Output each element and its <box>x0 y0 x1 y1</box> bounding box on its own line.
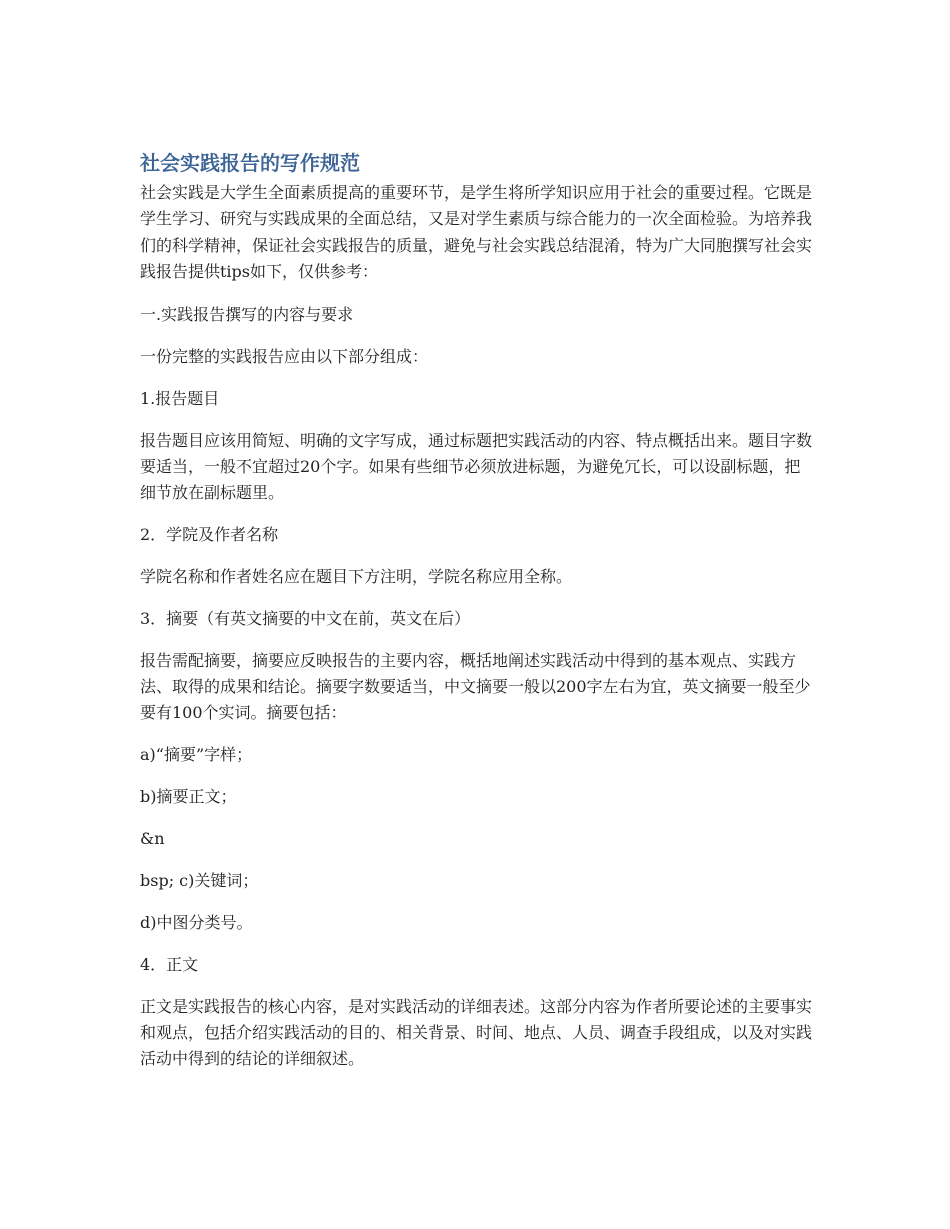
subheading-report-title: 1.报告题目 <box>140 389 220 409</box>
section-heading-content-requirements: 一.实践报告撰写的内容与要求 <box>140 305 354 325</box>
subheading-main-body: 4．正文 <box>140 955 199 975</box>
college-author-text: 学院名称和作者姓名应在题目下方注明，学院名称应用全称。 <box>140 567 573 587</box>
subheading-abstract: 3．摘要（有英文摘要的中文在前，英文在后） <box>140 609 471 629</box>
main-body-paragraph: 正文是实践报告的核心内容，是对实践活动的详细表述。这部分内容为作者所要论述的主要事实和观点，包括介绍实践活动的目的、相关背景、时间、地点、人员、调查手段组成，以及对实践活动中得到的结论的详细叙述。 <box>140 997 813 1068</box>
abstract-paragraph: 报告需配摘要，摘要应反映报告的主要内容，概括地阐述实践活动中得到的基本观点、实践方法、取得的成果和结论。摘要字数要适当，中文摘要一般以200字左右为宜，英文摘要一般至少要有100个实词。摘要包括： <box>140 651 811 722</box>
document-page <box>140 148 812 1089</box>
abstract-item-b: b)摘要正文； <box>140 787 237 807</box>
report-composition-text: 一份完整的实践报告应由以下部分组成： <box>140 347 429 367</box>
subheading-college-author: 2．学院及作者名称 <box>140 525 279 545</box>
abstract-item-c: bsp; c)关键词； <box>140 871 259 891</box>
intro-paragraph: 社会实践是大学生全面素质提高的重要环节，是学生将所学知识应用于社会的重要过程。它既是学生学习、研究与实践成果的全面总结，又是对学生素质与综合能力的一次全面检验。为培养我们的科学精神，保证社会实践报告的质量，避免与社会实践总结混淆，特为广大同胞撰写社会实践报告提供tips如下，仅供参考： <box>140 183 813 281</box>
report-title-paragraph: 报告题目应该用简短、明确的文字写成，通过标题把实践活动的内容、特点概括出来。题目字数要适当，一般不宜超过20个字。如果有些细节必须放进标题，为避免冗长，可以设副标题，把细节放在副标题里。 <box>140 431 813 502</box>
abstract-item-a: a)“摘要”字样； <box>140 745 253 765</box>
document-title: 社会实践报告的写作规范 <box>140 151 360 175</box>
abstract-item-d: d)中图分类号。 <box>140 913 253 933</box>
stray-entity-fragment: &n <box>140 829 165 849</box>
